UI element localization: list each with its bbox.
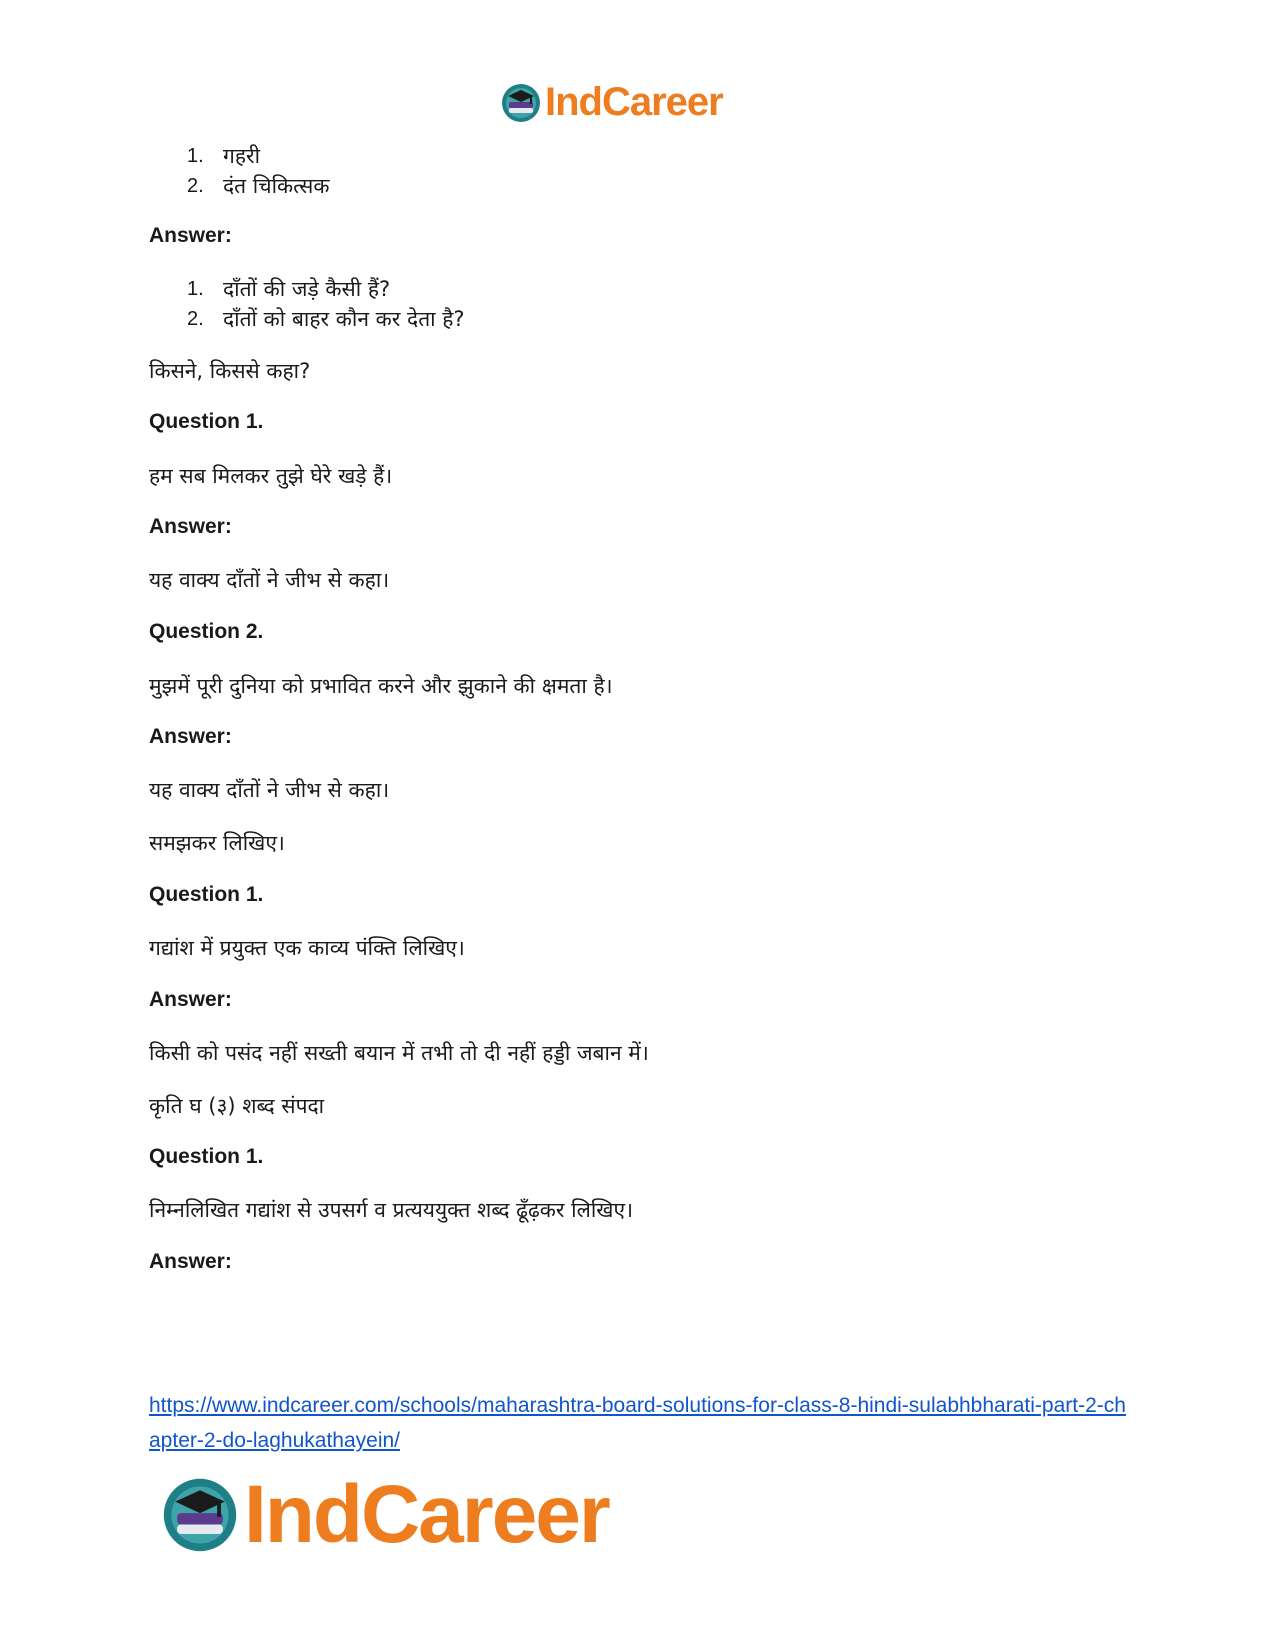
section-heading: किसने, किससे कहा?: [149, 359, 311, 383]
question-text: गद्यांश में प्रयुक्त एक काव्य पंक्ति लिखिए।: [149, 936, 465, 960]
list-item: 2. दंत चिकित्सक: [187, 174, 330, 198]
question-label: Question 2.: [149, 620, 264, 643]
question-label: Question 1.: [149, 883, 264, 906]
answer-text: किसी को पसंद नहीं सख्ती बयान में तभी तो दी नहीं हड्डी जबान में।: [149, 1041, 649, 1065]
section-heading: कृति घ (३) शब्द संपदा: [149, 1094, 325, 1118]
list-item: 1. दाँतों की जड़े कैसी हैं?: [187, 277, 391, 301]
logo-text: IndCareer: [545, 80, 723, 124]
indcareer-logo-top: [500, 80, 723, 125]
question-label: Question 1.: [149, 1145, 264, 1168]
answer-text: यह वाक्य दाँतों ने जीभ से कहा।: [149, 568, 390, 592]
question-text: निम्नलिखित गद्यांश से उपसर्ग व प्रत्यययुक्त शब्द ढूँढ़कर लिखिए।: [149, 1198, 634, 1222]
book-cap-icon: [160, 1475, 240, 1555]
answer-label: Answer:: [149, 725, 232, 748]
list-questions: [149, 274, 465, 334]
answer-text: यह वाक्य दाँतों ने जीभ से कहा।: [149, 778, 390, 802]
indcareer-logo-bottom: [160, 1468, 609, 1562]
list-item: 1. गहरी: [187, 144, 261, 168]
list-item: 2. दाँतों को बाहर कौन कर देता है?: [187, 307, 465, 331]
book-cap-icon: [500, 82, 542, 124]
answer-label: Answer:: [149, 515, 232, 538]
section-heading: समझकर लिखिए।: [149, 831, 285, 855]
question-label: Question 1.: [149, 410, 264, 433]
answer-label: Answer:: [149, 988, 232, 1011]
question-text: हम सब मिलकर तुझे घेरे खड़े हैं।: [149, 464, 393, 488]
answer-label: Answer:: [149, 224, 232, 247]
question-text: मुझमें पूरी दुनिया को प्रभावित करने और झुकाने की क्षमता है।: [149, 674, 613, 698]
logo-text: IndCareer: [244, 1469, 609, 1560]
answer-label: Answer:: [149, 1250, 232, 1273]
source-link[interactable]: https://www.indcareer.com/schools/maharashtra-board-solutions-for-class-8-hindi-sulabhbharati-part-2-chapter-2-do-laghukathayein/: [149, 1394, 1126, 1452]
list-keywords: [149, 141, 329, 201]
